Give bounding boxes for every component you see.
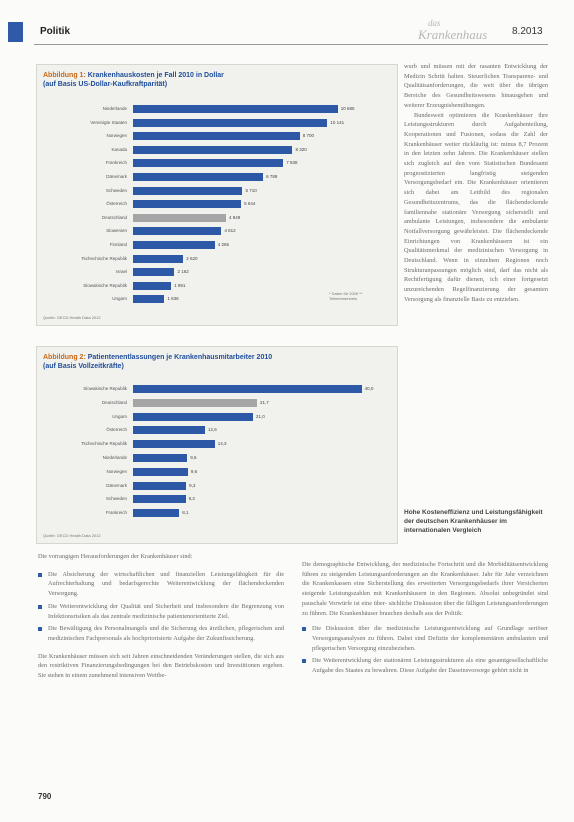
bar-category-label: Frankreich <box>105 160 127 166</box>
left-bullet-2: Die Weiterentwicklung der Qualität und Sicherheit und insbesondere die Begrenzung von Infektionsrisiken als das zentrale medizinische patientenorientierte Ziel. <box>38 602 284 621</box>
right-lower-paragraph: Die demographische Entwicklung, der medizinische Fortschritt und die Morbiditätsentwicklung führen zu steigenden Leistungsanforderungen an die Krankenhäuser. Jahr für Jahr verzeichnen die Krankenkassen eine Sicherstellung des erweiterten Versorgungsbedarfs ihrer Versicherten steigende Leistungszahlen mit Krankenhäusern in den Regionen. Absolut unbegründet sind pauschale Vorwürfe ist eine über- sächliche Diskussion über die fälligen Leistungsanforderungen zu führen. Die Krankenhäuser brauchen deshalb aus der Politik: <box>302 561 548 617</box>
bar <box>133 200 241 208</box>
bar-category-label: Ungarn <box>112 413 127 419</box>
section-title: Politik <box>40 26 71 37</box>
figure-2-title <box>43 353 383 371</box>
bar-value-label: 9,5 <box>190 455 197 460</box>
bar-value-label: 7 838 <box>286 160 298 166</box>
issue-number: 8.2013 <box>512 26 543 37</box>
bar-value-label: 21,0 <box>256 413 265 419</box>
bar-category-label: Niederlande <box>102 106 127 111</box>
figure-1-title-text: Krankenhauskosten je Fall 2010 in Dollar <box>87 72 224 79</box>
bar-category-label: Norwegen <box>106 468 127 474</box>
figure-2 <box>36 346 398 544</box>
bar-value-label: 6 788 <box>266 174 278 179</box>
bar <box>133 454 187 462</box>
figure-1-note: * Daten für 2009 ** Teilnehmerkreis <box>329 291 363 301</box>
bar-category-label: Schweden <box>105 496 127 502</box>
left-bullet-1: Die Absicherung der wirtschaftlichen und finanziellen Leistungsfähigkeit für die Aufrechterhaltung und bedarfsgerechte Weiterentwicklung der flächendeckenden Versorgung. <box>38 570 284 599</box>
bar-value-label: 5 710 <box>245 187 257 193</box>
bar <box>133 440 215 448</box>
bar-category-label: Kanada <box>111 146 127 152</box>
bar-category-label: Israel <box>115 269 127 275</box>
bar <box>133 159 283 167</box>
right-column <box>404 62 548 305</box>
bar-category-label: Österreich <box>106 201 127 207</box>
bar-value-label: 8 700 <box>302 133 315 139</box>
bar-category-label: Norwegen <box>106 133 127 139</box>
right-bullet-1: Die Diskussion über die medizinische Leistungsentwicklung auf Grundlage seriöser Versorgungsanalysen zu führen. Dabei sind Defizite der komplementären ambulanten und pflegerischen Versorgung einzubeziehen. <box>302 624 548 653</box>
bar-category-label: Österreich <box>106 427 127 433</box>
logo-line-2: Krankenhaus <box>418 27 488 42</box>
bar <box>133 413 253 421</box>
figure-1-title <box>43 71 383 89</box>
bar-value-label: 4 265 <box>217 242 229 247</box>
bar <box>133 399 257 407</box>
header-rule <box>34 44 548 45</box>
bar-category-label: Frankreich <box>105 510 127 516</box>
bar-value-label: 2 162 <box>177 269 189 275</box>
bar-category-label: Slowenien <box>106 228 127 234</box>
left-paragraph-end: Die Krankenhäuser müssen sich seit Jahren einschneidenden Veränderungen stellen, die sich aus den restriktiven Finanzierungsbedingungen bei den Betriebskosten und Investitionen ergeben. Sie stehen in einem zunehmend intensiven Wettbe- <box>38 652 284 680</box>
bar <box>133 255 183 263</box>
bar-category-label: Deutschland <box>101 399 127 405</box>
bar <box>133 105 338 113</box>
left-bullet-3: Die Bewältigung des Personalmangels und die Sicherung des ärztlichen, pflegerischen und medizinischen Fachpersonals als hochpriorisierte Aufgabe der Zukunftssicherung. <box>38 624 284 643</box>
chart-1 <box>41 105 391 310</box>
chart-2 <box>41 385 391 530</box>
bar <box>133 495 186 503</box>
bar-value-label: 21,7 <box>260 399 269 405</box>
logo-line-1: das <box>428 18 441 28</box>
bar <box>133 295 164 303</box>
bar <box>133 119 327 127</box>
bar-value-label: 10 141 <box>330 119 345 125</box>
bar-category-label: Tschechische Republik <box>81 255 127 261</box>
bar-value-label: 5 644 <box>244 201 256 207</box>
bar <box>133 426 205 434</box>
figure-2-source: Quelle: OECD Health Data 2012 <box>43 533 101 538</box>
bar-category-label: Deutschland <box>101 214 127 220</box>
bar-category-label: Slowakische Republik <box>83 282 127 288</box>
bar-value-label: 14,3 <box>217 441 227 447</box>
right-paragraph-2: Bundesweit optimieren die Krankenhäuser ihre Leistungsstrukturen durch Aufgabenteilung, Kooperationen und Fusionen, sodass die Zahl der Krankenhäuser weiter rückläufig ist: minus 8,7 Prozent in den letzten zehn Jahren. Die Krankenhäuser stellen sich zugleich auf den vom Statistischen Bundesamt prognostizierten langfristig steigenden Versorgungsbedarf ein. Die Krankenhäuser orientieren sich dabei am Leitbild des regionalen Gesundheitszentrums, das die flächendeckende familiennahe stationäre Versorgung sicherstellt und ambulante Leistungen, insbesondere die ambulante Notfallversorgung gewährleistet. Die flächendeckende Einrichtungen von Krankenhäusern ist ein Qualitätsmerkmal der medizinischen Versorgung in Deutschland. Wenn in einzelnen Regionen noch Strukturanpassungen möglich sind, darf das nicht als Rechtfertigung dafür dienen, ich einer fortgesetzt unzureichenden Regelfinanzierung der gesamten Versorgung als finanzielle Basis zu entziehen. <box>404 111 548 303</box>
bar-value-label: 9,6 <box>190 468 198 474</box>
left-bullet-list <box>38 570 284 644</box>
bar-value-label: 10 685 <box>340 106 355 111</box>
figure-1-subtitle: (auf Basis US-Dollar-Kaufkraftparität) <box>43 81 168 88</box>
bar-value-label: 1 636 <box>167 296 179 302</box>
figure-2-label: Abbildung 2: <box>43 354 86 361</box>
bar-value-label: 40,0 <box>364 386 374 391</box>
bar-category-label: Ungarn <box>112 296 127 302</box>
right-lower-column <box>302 560 548 679</box>
bar <box>133 187 242 195</box>
bar <box>133 173 263 181</box>
section-heading: Hohe Kosteneffizienz und Leistungsfähigkeit der deutschen Krankenhäuser im internationalen Vergleich <box>404 509 543 534</box>
right-paragraph-1: wurb und müssen mit der rasanten Entwicklung der Medizin Schritt halten. Steuerlichen Transparenz- und Qualitätsanforderungen, die weit über die übrigen Bereiche des Gesundheitswesens hinausgehen und weiterer Erzeugnisbemühungen. <box>404 63 548 109</box>
bar-category-label: Niederlande <box>102 455 127 460</box>
bar-category-label: Dänemark <box>106 174 127 179</box>
bar <box>133 241 215 249</box>
figure-1-label: Abbildung 1: <box>43 72 86 79</box>
figure-2-title-text: Patientenentlassungen je Krankenhausmitarbeiter 2010 <box>87 354 273 361</box>
bar-value-label: 8 320 <box>295 146 307 152</box>
left-column <box>38 552 284 681</box>
page-number: 790 <box>38 792 52 801</box>
right-bullet-2: Die Weiterentwicklung der stationären Leistungsstrukturen als eine gesamtgesellschaftliche Aufgabe des Staates zu bewahren. Diese Aufgabe der Daseinsvorsorge gehört nicht in <box>302 656 548 675</box>
figure-1-source: Quelle: OECD Health Data 2012 <box>43 315 101 320</box>
bar <box>133 132 300 140</box>
bar-value-label: 2 620 <box>186 255 198 261</box>
bar <box>133 146 292 154</box>
bar <box>133 214 226 222</box>
bar-category-label: Finnland <box>109 242 127 247</box>
bar <box>133 268 174 276</box>
bar-value-label: 9,2 <box>188 496 195 502</box>
bar <box>133 385 362 393</box>
bar <box>133 482 186 490</box>
bar-value-label: 4 849 <box>228 214 241 220</box>
figure-1 <box>36 64 398 326</box>
bar-value-label: 8,1 <box>182 510 189 516</box>
bar <box>133 509 179 517</box>
bar-value-label: 12,6 <box>208 427 217 433</box>
magazine-logo <box>418 18 487 40</box>
bar-category-label: Vereinigte Staaten <box>90 119 127 125</box>
left-intro: Die vorrangigen Herausforderungen der Krankenhäuser sind: <box>38 553 193 560</box>
bar-value-label: 9,3 <box>189 482 196 488</box>
bar-value-label: 1 991 <box>174 282 186 288</box>
bar-category-label: Dänemark <box>106 482 127 488</box>
bar-value-label: 4 612 <box>224 228 236 234</box>
bar <box>133 468 188 476</box>
bar-category-label: Slowakische Republik <box>83 386 127 391</box>
bar <box>133 282 171 290</box>
bar-category-label: Schweden <box>105 187 127 193</box>
figure-2-subtitle: (auf Basis Vollzeitkräfte) <box>43 363 124 370</box>
bar <box>133 227 221 235</box>
section-color-mark <box>8 22 23 42</box>
bar-category-label: Tschechische Republik <box>81 441 127 447</box>
right-bullet-list <box>302 624 548 676</box>
